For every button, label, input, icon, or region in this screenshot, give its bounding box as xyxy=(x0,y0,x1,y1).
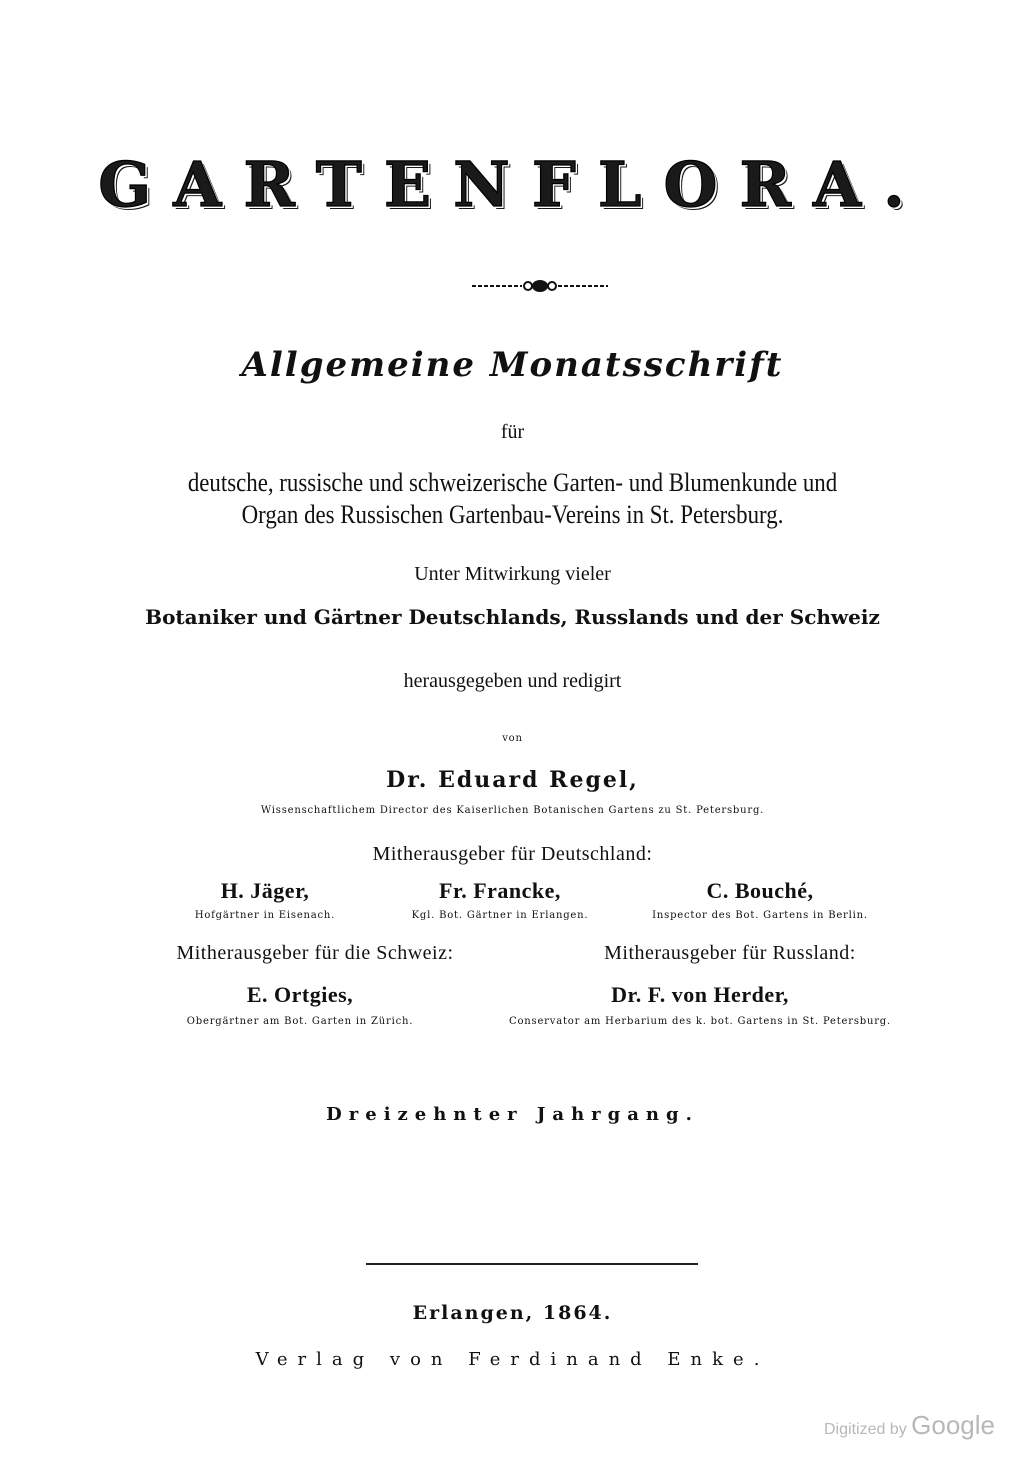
editor-jaeger-title: Hofgärtner in Eisenach. xyxy=(194,910,336,921)
watermark-google-logo: Google xyxy=(911,1410,995,1440)
editor-ortgies-name: E. Ortgies, xyxy=(246,982,354,1007)
masthead-title: GARTENFLORA. xyxy=(98,148,927,221)
editor-title: Wissenschaftlichem Director des Kaiserlichen Botanischen Gartens zu St. Petersburg. xyxy=(260,805,765,816)
mitherausgeber-schweiz-heading: Mitherausgeber für die Schweiz: xyxy=(176,942,454,964)
place-year: Erlangen, 1864. xyxy=(412,1302,613,1324)
editor-bouche-name: C. Bouché, xyxy=(706,878,814,903)
description-line-2: Organ des Russischen Gartenbau-Vereins in St. Petersburg. xyxy=(241,500,784,529)
mitherausgeber-russland-heading: Mitherausgeber für Russland: xyxy=(604,942,856,964)
editor-herder-name: Dr. F. von Herder, xyxy=(611,982,789,1007)
mitherausgeber-deutschland-heading: Mitherausgeber für Deutschland: xyxy=(372,843,653,865)
editor-bouche xyxy=(610,878,910,921)
publisher-line: Verlag von Ferdinand Enke. xyxy=(255,1349,770,1370)
botaniker-line: Botaniker und Gärtner Deutschlands, Russlands und der Schweiz xyxy=(145,605,880,629)
mitwirkung-line: Unter Mitwirkung vieler xyxy=(414,563,611,585)
fuer-line: für xyxy=(500,421,525,443)
von-line: von xyxy=(502,733,523,744)
divider-rule xyxy=(366,1263,698,1265)
editor-herder-title: Conservator am Herbarium des k. bot. Gartens in St. Petersburg. xyxy=(509,1016,891,1027)
watermark-digitized-by: Digitized by xyxy=(824,1421,907,1438)
digitized-watermark xyxy=(824,1410,995,1441)
jahrgang-line: Dreizehnter Jahrgang. xyxy=(326,1104,699,1125)
editor-francke-name: Fr. Francke, xyxy=(439,878,561,903)
editor-francke xyxy=(360,878,640,921)
herausgegeben-line: herausgegeben und redigirt xyxy=(403,670,622,692)
editor-bouche-title: Inspector des Bot. Gartens in Berlin. xyxy=(652,910,868,921)
editor-ortgies xyxy=(140,982,460,1027)
editor-francke-title: Kgl. Bot. Gärtner in Erlangen. xyxy=(411,910,589,921)
description-line-1: deutsche, russische und schweizerische Garten- und Blumenkunde und xyxy=(187,468,838,497)
editor-name: Dr. Eduard Regel, xyxy=(386,767,639,793)
editor-ortgies-title: Obergärtner am Bot. Garten in Zürich. xyxy=(186,1016,414,1027)
subtitle: Allgemeine Monatsschrift xyxy=(241,345,784,385)
editor-jaeger xyxy=(140,878,390,921)
editor-herder xyxy=(460,982,940,1027)
ornament-divider-icon xyxy=(470,278,610,294)
editor-jaeger-name: H. Jäger, xyxy=(220,878,310,903)
